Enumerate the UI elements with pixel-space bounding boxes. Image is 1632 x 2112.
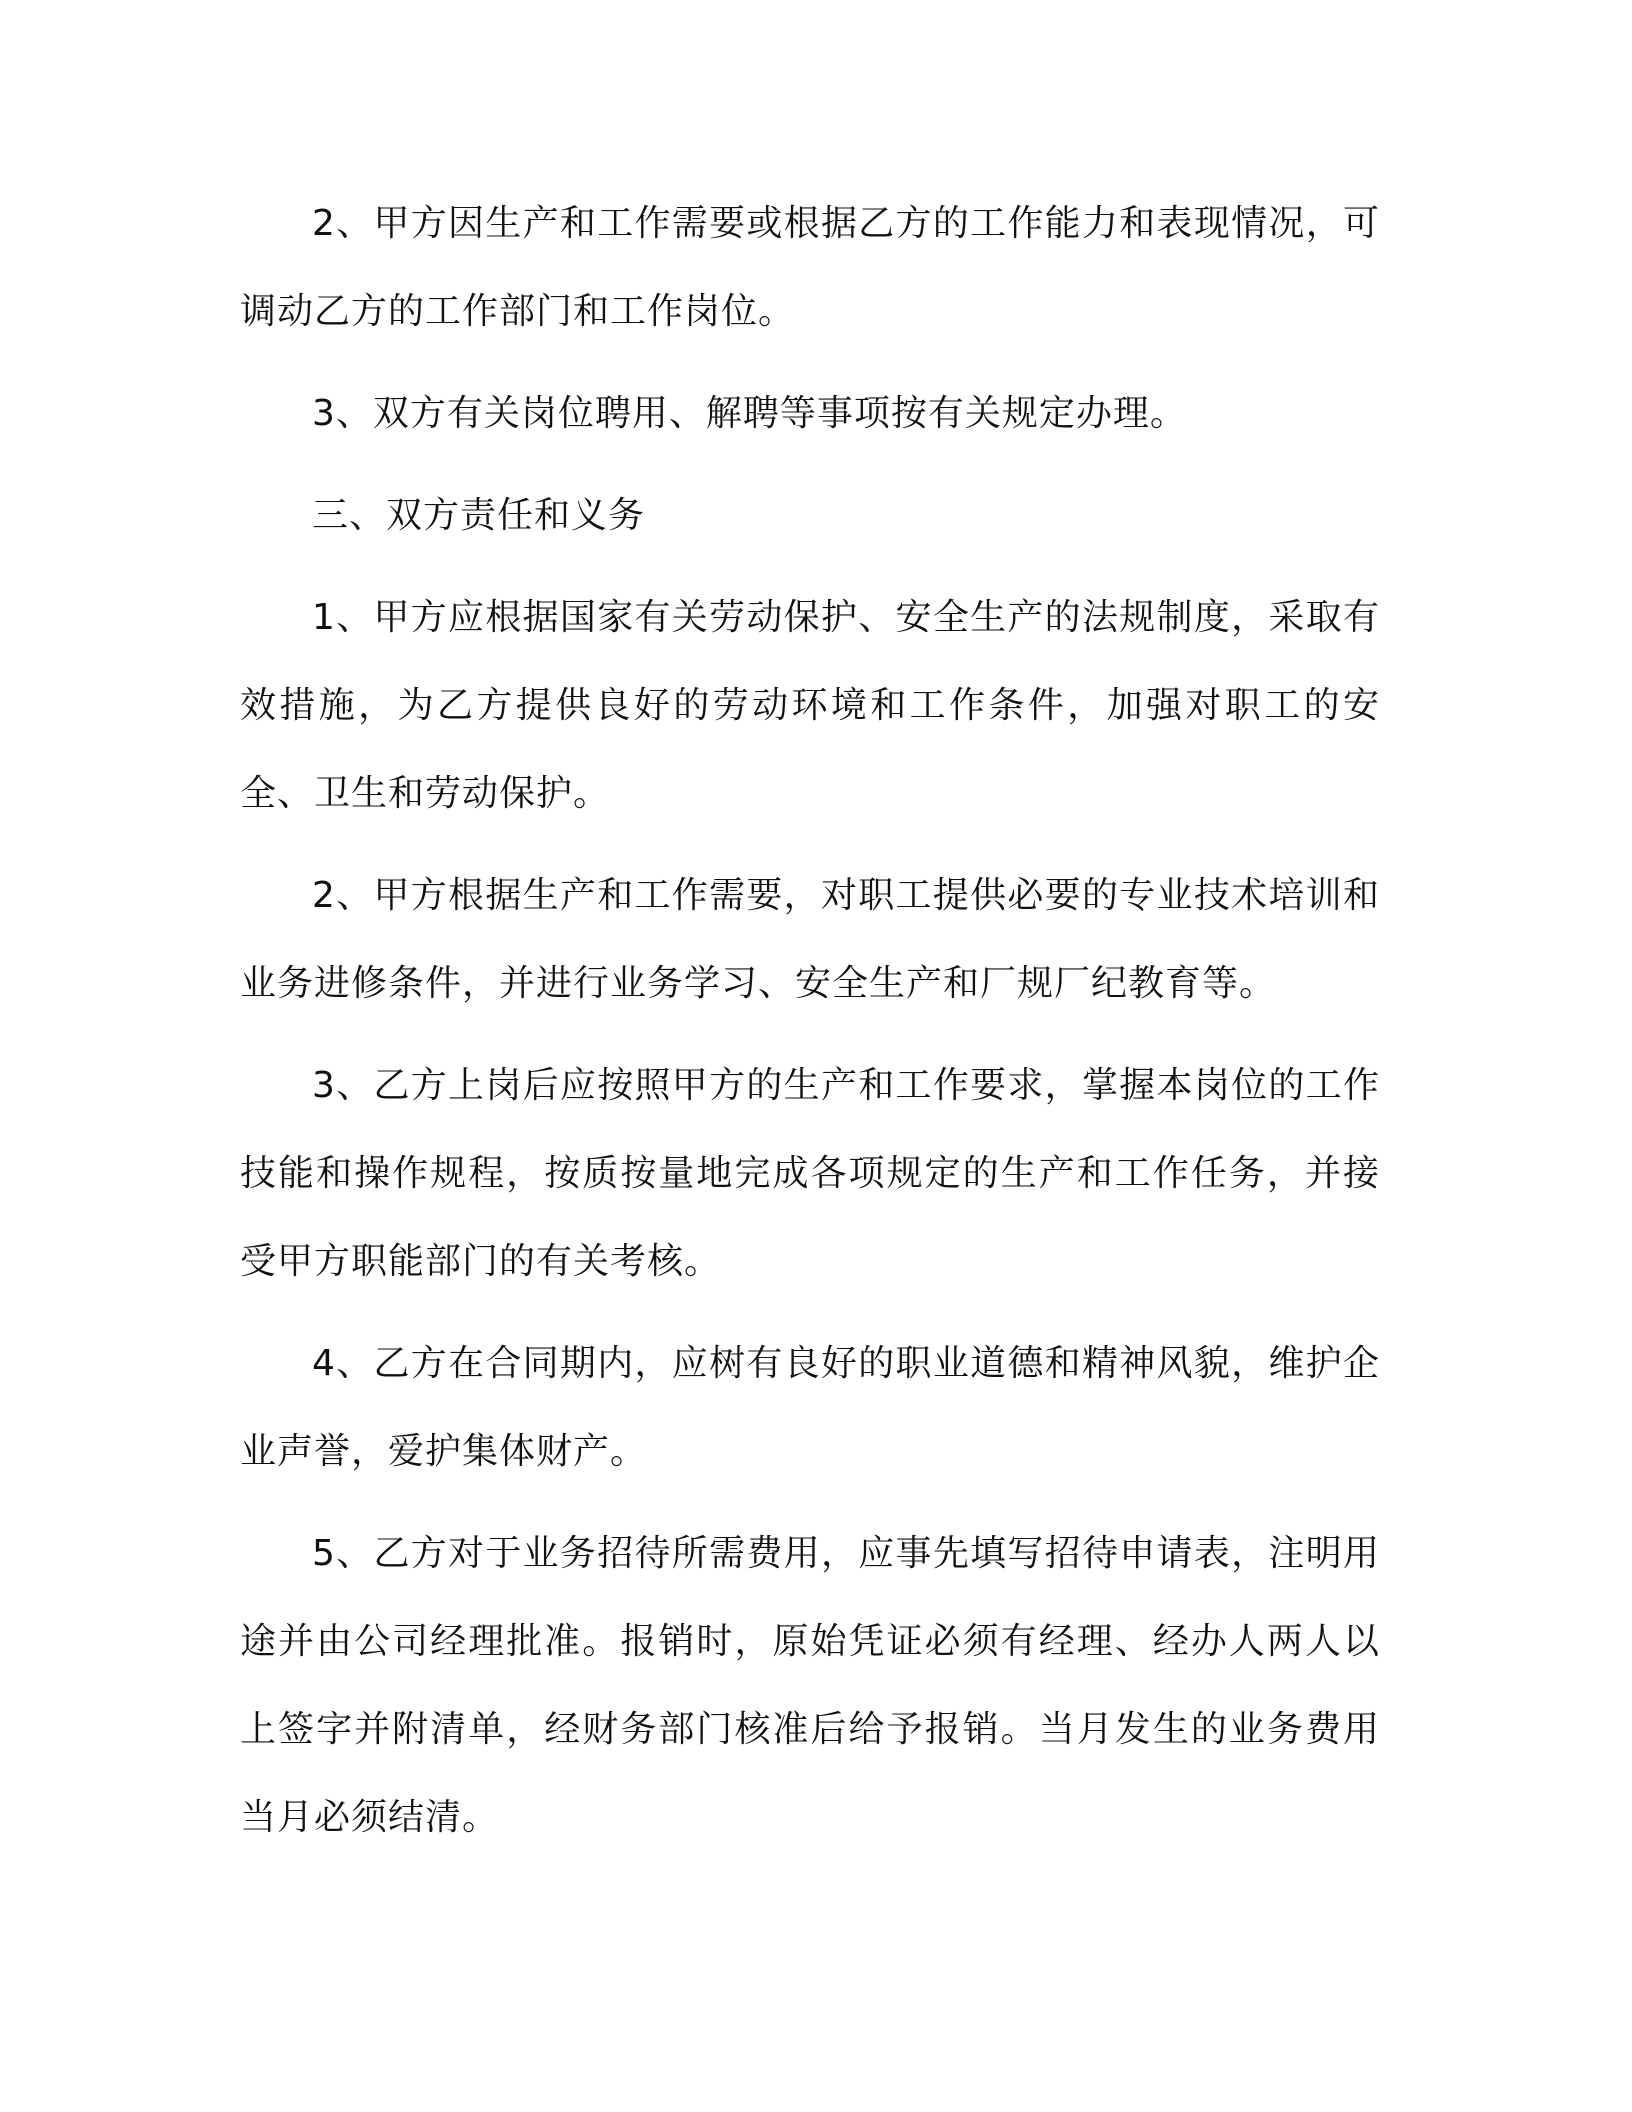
paragraph-transfer: 2、甲方因生产和工作需要或根据乙方的工作能力和表现情况，可调动乙方的工作部门和工作岗位。 xyxy=(240,203,1380,332)
paragraph-appointment: 3、双方有关岗位聘用、解聘等事项按有关规定办理。 xyxy=(312,393,1187,434)
paragraph-expenses: 5、乙方对于业务招待所需费用，应事先填写招待申请表，注明用途并由公司经理批准。报销时，原始凭证必须有经理、经办人两人以上签字并附清单，经财务部门核准后给予报销。当月发生的业务费用当月必须结清。 xyxy=(240,1533,1380,1838)
paragraph-job-requirements: 3、乙方上岗后应按照甲方的生产和工作要求，掌握本岗位的工作技能和操作规程，按质按量地完成各项规定的生产和工作任务，并接受甲方职能部门的有关考核。 xyxy=(240,1065,1380,1282)
document-body xyxy=(240,180,1380,1876)
section-heading: 三、双方责任和义务 xyxy=(312,495,646,536)
paragraph-ethics: 4、乙方在合同期内，应树有良好的职业道德和精神风貌，维护企业声誉，爱护集体财产。 xyxy=(240,1343,1380,1472)
paragraph-training: 2、甲方根据生产和工作需要，对职工提供必要的专业技术培训和业务进修条件，并进行业务学习、安全生产和厂规厂纪教育等。 xyxy=(240,875,1380,1004)
paragraph-labor-protection: 1、甲方应根据国家有关劳动保护、安全生产的法规制度，采取有效措施，为乙方提供良好的劳动环境和工作条件，加强对职工的安全、卫生和劳动保护。 xyxy=(240,597,1380,814)
